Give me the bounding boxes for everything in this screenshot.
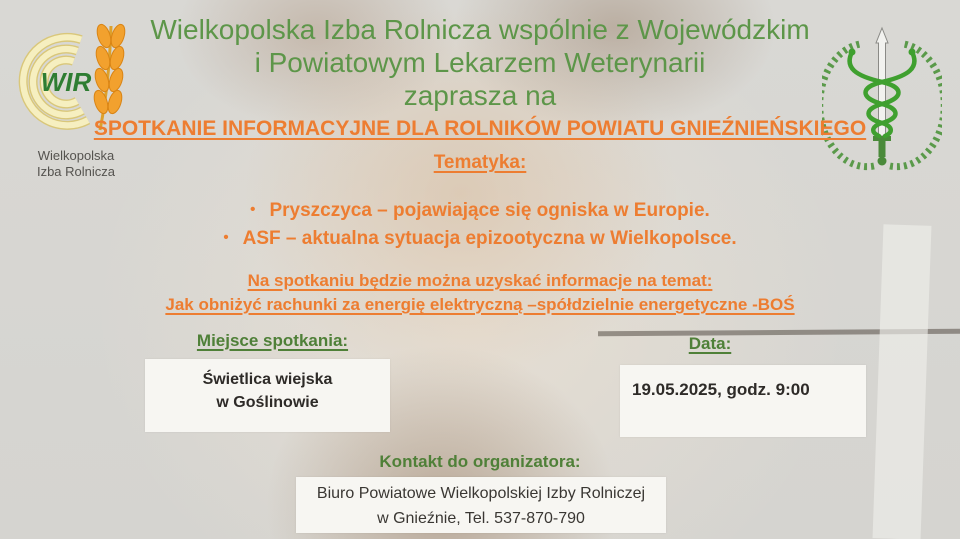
contact-line-1: Biuro Powiatowe Wielkopolskiej Izby Rolniczej (316, 485, 646, 502)
contact-label: Kontakt do organizatora: (379, 452, 581, 471)
place-line-1: Świetlica wiejska (202, 371, 333, 388)
topics-label-wrap (0, 152, 960, 174)
info-line-2: Jak obniżyć rachunki za energię elektryczną –spółdzielnie energetyczne -BOŚ (165, 295, 795, 314)
topics-label: Tematyka: (433, 152, 527, 173)
date-value: 19.05.2025, godz. 9:00 (632, 380, 810, 399)
date-label: Data: (688, 334, 732, 353)
info-line-2-wrap (0, 295, 960, 315)
main-heading-text: SPOTKANIE INFORMACYJNE DLA ROLNIKÓW POWIATU GNIEŹNIEŃSKIEGO (93, 117, 867, 140)
date-box (620, 365, 866, 437)
main-heading (0, 117, 960, 141)
topic-item-2: • ASF – aktualna sytuacja epizootyczna w Wielkopolsce. (0, 225, 960, 253)
info-line-1-wrap (0, 271, 960, 291)
topics-list (0, 197, 960, 253)
svg-text:WIR: WIR (40, 67, 92, 97)
poster-title (0, 13, 960, 112)
wir-caption-line1: Wielkopolska (37, 148, 115, 163)
topic-item-1: • Pryszczyca – pojawiające się ogniska w Europie. (0, 197, 960, 225)
title-line-2: i Powiatowym Lekarzem Weterynarii (254, 47, 706, 78)
place-label-wrap (150, 331, 395, 351)
place-box (145, 359, 390, 432)
contact-box (296, 477, 666, 533)
info-line-1: Na spotkaniu będzie można uzyskać informacje na temat: (247, 271, 713, 290)
title-line-3: zaprasza na (403, 80, 557, 111)
date-label-wrap (620, 334, 800, 354)
place-line-2: w Goślinowie (216, 394, 319, 411)
place-label: Miejsce spotkania: (196, 331, 349, 350)
contact-line-2: w Gnieźnie, Tel. 537-870-790 (377, 510, 585, 527)
wir-caption-line2: Izba Rolnicza (36, 164, 116, 179)
title-line-1: Wielkopolska Izba Rolnicza wspólnie z Wojewódzkim (150, 14, 810, 45)
